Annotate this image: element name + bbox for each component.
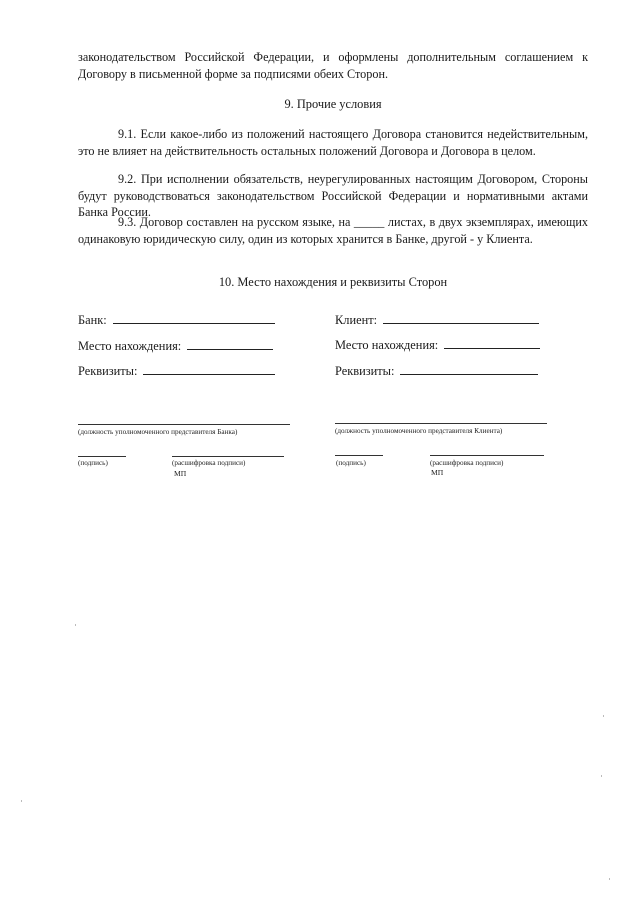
bank-position-line — [78, 424, 290, 425]
section8-tail-paragraph: законодательством Российской Федерации, и оформлены дополнительным соглашением к Договору в письменной форме за подписями обеих Сторон. — [78, 50, 588, 81]
bank-stamp-mark: МП — [174, 469, 187, 478]
bank-requisites-blank — [143, 362, 275, 375]
clause-9-2: 9.2. При исполнении обязательств, неурегулированных настоящим Договором, Стороны будут руководствоваться законодательством Российской Федерации и нормативными актами Банка России. — [78, 172, 588, 219]
client-position-line — [335, 423, 547, 424]
bank-name-field — [78, 311, 275, 328]
scan-speck — [609, 878, 610, 880]
bank-position-caption: (должность уполномоченного представителя Банка) — [78, 428, 238, 436]
bank-decoding-line — [172, 456, 284, 457]
client-position-caption: (должность уполномоченного представителя Клиента) — [335, 427, 503, 435]
bank-signature-line — [78, 456, 126, 457]
scan-speck — [603, 715, 604, 717]
client-name-blank — [383, 311, 539, 324]
client-decoding-caption: (расшифровка подписи) — [430, 459, 504, 467]
client-location-field — [335, 336, 540, 353]
client-location-label: Место нахождения: — [335, 338, 439, 352]
bank-location-label: Место нахождения: — [78, 339, 182, 353]
clause-9-3: 9.3. Договор составлен на русском языке, на _____ листах, в двух экземплярах, имеющих одинаковую юридическую силу, один из которых хранится в Банке, другой - у Клиента. — [78, 215, 588, 246]
client-location-blank — [444, 336, 540, 349]
client-name-label: Клиент: — [335, 313, 378, 327]
client-signature-line — [335, 455, 383, 456]
bank-location-blank — [187, 337, 273, 350]
section9-heading: 9. Прочие условия — [284, 97, 382, 111]
bank-decoding-caption: (расшифровка подписи) — [172, 459, 246, 467]
client-requisites-blank — [400, 362, 538, 375]
clause-9-1: 9.1. Если какое-либо из положений настоящего Договора становится недействительным, это не влияет на действительность остальных положений Договора и Договора в целом. — [78, 127, 588, 158]
bank-requisites-field — [78, 362, 275, 379]
client-decoding-line — [430, 455, 544, 456]
scan-speck — [75, 624, 76, 626]
client-requisites-label: Реквизиты: — [335, 364, 395, 378]
scan-speck — [21, 800, 22, 802]
bank-name-label: Банк: — [78, 313, 107, 327]
scan-speck — [601, 775, 602, 777]
bank-signature-caption: (подпись) — [78, 459, 108, 467]
bank-location-field — [78, 337, 273, 354]
section10-heading: 10. Место нахождения и реквизиты Сторон — [218, 275, 448, 289]
bank-requisites-label: Реквизиты: — [78, 364, 138, 378]
client-name-field — [335, 311, 539, 328]
client-requisites-field — [335, 362, 538, 379]
bank-name-blank — [113, 311, 275, 324]
client-stamp-mark: МП — [431, 468, 444, 477]
client-signature-caption: (подпись) — [336, 459, 366, 467]
